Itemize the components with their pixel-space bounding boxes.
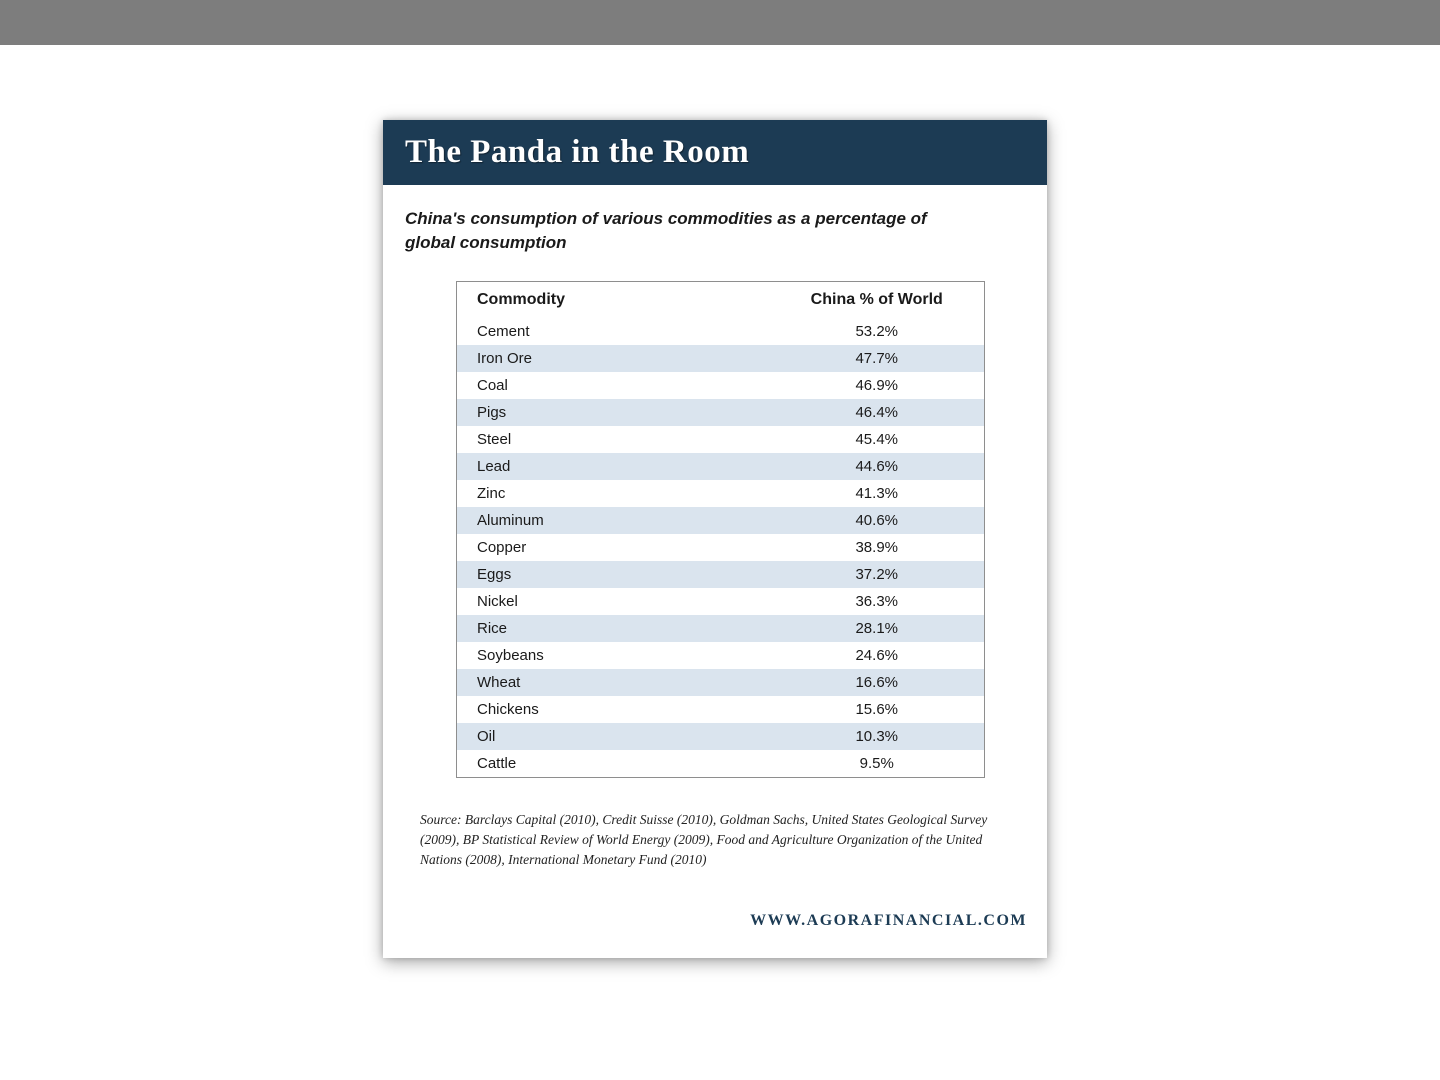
commodity-cell: Eggs (477, 565, 512, 583)
chart-subtitle: China's consumption of various commodities as a percentage of global consumption (405, 209, 927, 252)
table-row (457, 723, 985, 750)
value-cell: 28.1% (855, 619, 899, 637)
value-cell: 53.2% (855, 322, 899, 340)
commodity-cell: Wheat (477, 673, 521, 691)
table-row (457, 426, 985, 453)
value-cell: 45.4% (855, 430, 899, 448)
value-cell: 47.7% (855, 349, 899, 367)
value-cell: 9.5% (859, 754, 894, 772)
table-row (457, 453, 985, 480)
commodity-cell: Zinc (477, 484, 506, 502)
commodity-cell: Steel (477, 430, 512, 448)
value-cell: 24.6% (855, 646, 899, 664)
footer-website-url: WWW.AGORAFINANCIAL.COM (750, 912, 1027, 929)
value-cell: 46.4% (855, 403, 899, 421)
value-cell: 36.3% (855, 592, 899, 610)
commodity-cell: Cattle (477, 754, 517, 772)
table-row (457, 696, 985, 723)
value-cell: 16.6% (855, 673, 899, 691)
commodity-cell: Soybeans (477, 646, 544, 664)
commodity-cell: Iron Ore (477, 349, 533, 367)
table-row (457, 615, 985, 642)
value-cell: 44.6% (855, 457, 899, 475)
table-header-row (457, 281, 985, 318)
value-cell: 40.6% (855, 511, 899, 529)
table-row (457, 345, 985, 372)
table-row (457, 588, 985, 615)
table-row (457, 750, 985, 778)
commodity-cell: Aluminum (477, 511, 544, 529)
table-row (457, 561, 985, 588)
infographic-card (383, 120, 1047, 958)
table-body (457, 318, 985, 778)
table-row (457, 534, 985, 561)
commodity-cell: Copper (477, 538, 527, 556)
value-cell: 46.9% (855, 376, 899, 394)
table-row (457, 372, 985, 399)
commodity-cell: Rice (477, 619, 508, 637)
value-cell: 37.2% (855, 565, 899, 583)
table-header (457, 281, 985, 318)
table-row (457, 318, 985, 345)
table-row (457, 669, 985, 696)
commodity-cell: Pigs (477, 403, 507, 421)
table-row (457, 480, 985, 507)
commodity-cell: Nickel (477, 592, 518, 610)
value-cell: 38.9% (855, 538, 899, 556)
commodity-table (456, 281, 985, 778)
commodity-cell: Cement (477, 322, 530, 340)
column-header-china-percent: China % of World (770, 281, 985, 318)
page-title: The Panda in the Room (405, 134, 750, 170)
table-row (457, 642, 985, 669)
card-header-bar (383, 120, 1047, 185)
table-row (457, 399, 985, 426)
value-cell: 41.3% (855, 484, 899, 502)
commodity-cell: Lead (477, 457, 511, 475)
commodity-cell: Coal (477, 376, 508, 394)
value-cell: 10.3% (855, 727, 899, 745)
commodity-cell: Oil (477, 727, 496, 745)
top-gray-bar (0, 0, 1440, 45)
table-row (457, 507, 985, 534)
value-cell: 15.6% (855, 700, 899, 718)
source-note: Source: Barclays Capital (2010), Credit Suisse (2010), Goldman Sachs, United States Geological Survey (2009), BP Statistical Review of World Energy (2009), Food and Agriculture Organization of the United Nations (2008), International Monetary Fund (2010) (420, 811, 988, 868)
column-header-commodity: Commodity (457, 281, 770, 318)
commodity-cell: Chickens (477, 700, 539, 718)
